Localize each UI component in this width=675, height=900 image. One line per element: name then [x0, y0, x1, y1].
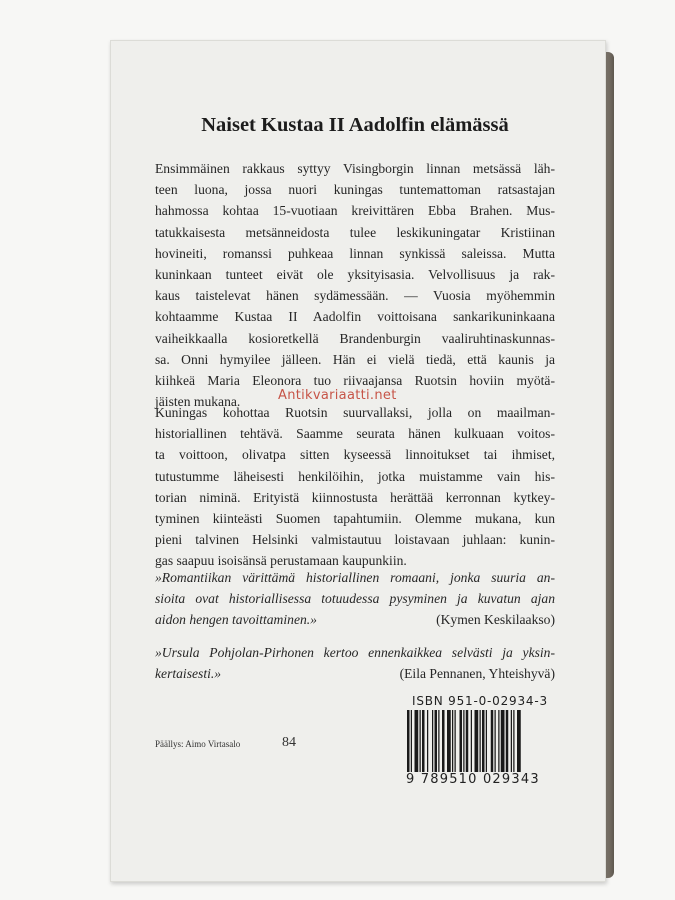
cover-credit: Päällys: Aimo Virtasalo: [155, 739, 241, 749]
text-line: kaus taistelevat hänen sydämessään. — Vuosia myöhemmin: [155, 288, 555, 304]
barcode-bar: [495, 710, 496, 772]
barcode-bar: [501, 710, 505, 772]
text-line: hovineiti, romanssi puhkeaa linnan synkissä saleissa. Mutta: [155, 245, 555, 261]
blurb-paragraph-2: [155, 402, 555, 572]
text-line: teen luona, jossa nuori kuningas tuntemattoman ratsastajan: [155, 182, 555, 198]
barcode-bar: [486, 710, 487, 772]
text-line: hahmossa kohtaa 15-vuotiaan kreivittären Ebba Brahen. Mus-: [155, 203, 555, 219]
text-line: sa. Onni hymyilee jälleen. Hän ei vielä tiedä, että kaunis ja: [155, 351, 555, 367]
quote-source: (Kymen Keskilaakso): [436, 612, 555, 628]
barcode-bar: [420, 710, 421, 772]
barcode-bar: [427, 710, 428, 772]
barcode-bar: [491, 710, 494, 772]
barcode-bar: [442, 710, 445, 772]
text-line: sioita ovat historiallisessa totuudessa pysyminen ja kuvatun ajan: [155, 591, 555, 607]
barcode-bar: [432, 710, 433, 772]
quote-end: kertaisesti.»: [155, 666, 222, 682]
barcode-bar: [435, 710, 438, 772]
text-line: »Ursula Pohjolan-Pirhonen kertoo ennenkaikkea selvästi ja yksin-: [155, 645, 555, 660]
barcode-bar: [460, 710, 463, 772]
barcode-bar: [475, 710, 479, 772]
text-line: historiallinen tehtävä. Saamme seurata hänen kulkuaan voitos-: [155, 426, 555, 442]
text-line: gas saapuu isoisänsä perustamaan kaupunkiin.: [155, 553, 407, 569]
barcode-bar: [452, 710, 453, 772]
review-quote-1: [155, 567, 555, 631]
barcode-bar: [415, 710, 419, 772]
text-line: kiihkeä Maria Eleonora tuo riivaajansa Ruotsin hoviin myötä-: [155, 373, 555, 389]
barcode-bar: [471, 710, 472, 772]
text-line: tyminen kiinteästi Suomen tapahtumiin. Olemme mukana, kun: [155, 511, 555, 527]
barcode-number: 9 789510 029343: [406, 772, 540, 787]
barcode-bar: [422, 710, 425, 772]
text-line: torian niminä. Erityistä kiinnostusta herättää kerronnan kytkey-: [155, 489, 555, 505]
text-line: ta voittoon, olivatpa sitten kyseessä linnoitukset tai ihmiset,: [155, 447, 555, 463]
text-line: tutustumme läheisesti henkilöihin, jotka muistamme vain his-: [155, 468, 555, 484]
text-line: kuninkaan tunteet eivät ole yksityisasia. Velvollisuus ja rak-: [155, 267, 555, 283]
text-line: Kuningas kohottaa Ruotsin suurvallaksi, jolla on maailman-: [155, 405, 555, 420]
text-line: Ensimmäinen rakkaus syttyy Visingborgin linnan metsässä läh-: [155, 161, 555, 176]
barcode-bar: [407, 710, 410, 772]
text-line: vaiheikkaalla kosioretkellä Brandenburgin vaaliruhtinaskunnas-: [155, 330, 555, 346]
barcode-bar: [517, 710, 521, 772]
text-line: pieni talvinen Helsinki valmistautuu loistavaan juhlaan: kunin-: [155, 532, 555, 548]
barcode-bar: [498, 710, 499, 772]
barcode-bar: [466, 710, 469, 772]
review-quote-2: [155, 642, 555, 684]
text-line: kohtaamme Kustaa II Aadolfin voittoisana sankarikuninkaana: [155, 309, 555, 325]
text-line: jäisten mukana.: [155, 394, 241, 410]
barcode-bar: [455, 710, 456, 772]
barcode-bar: [411, 710, 412, 772]
barcode-bar: [480, 710, 481, 772]
barcode-bar: [463, 710, 464, 772]
quote-source: (Eila Pennanen, Yhteishyvä): [399, 666, 555, 682]
barcode-bar: [511, 710, 512, 772]
barcode-bar: [506, 710, 509, 772]
blurb-paragraph-1: [155, 158, 555, 412]
barcode-image: [405, 710, 559, 772]
watermark: Antikvariaatti.net: [278, 388, 397, 403]
isbn-label: ISBN 951-0-02934-3: [412, 694, 548, 708]
text-line: [155, 663, 555, 684]
text-line: tatukkaisesta metsänneidosta tulee leskikuningatar Kristiinan: [155, 224, 555, 240]
barcode-bar: [438, 710, 439, 772]
barcode-bar: [482, 710, 485, 772]
barcode-bar: [447, 710, 451, 772]
book-title: Naiset Kustaa II Aadolfin elämässä: [201, 114, 509, 136]
barcode-bar: [513, 710, 514, 772]
quote-end: aidon hengen tavoittaminen.»: [155, 612, 317, 628]
code-number: 84: [282, 735, 296, 750]
text-line: »Romantiikan värittämä historiallinen romaani, jonka suuria an-: [155, 570, 555, 585]
text-line: [155, 609, 555, 630]
